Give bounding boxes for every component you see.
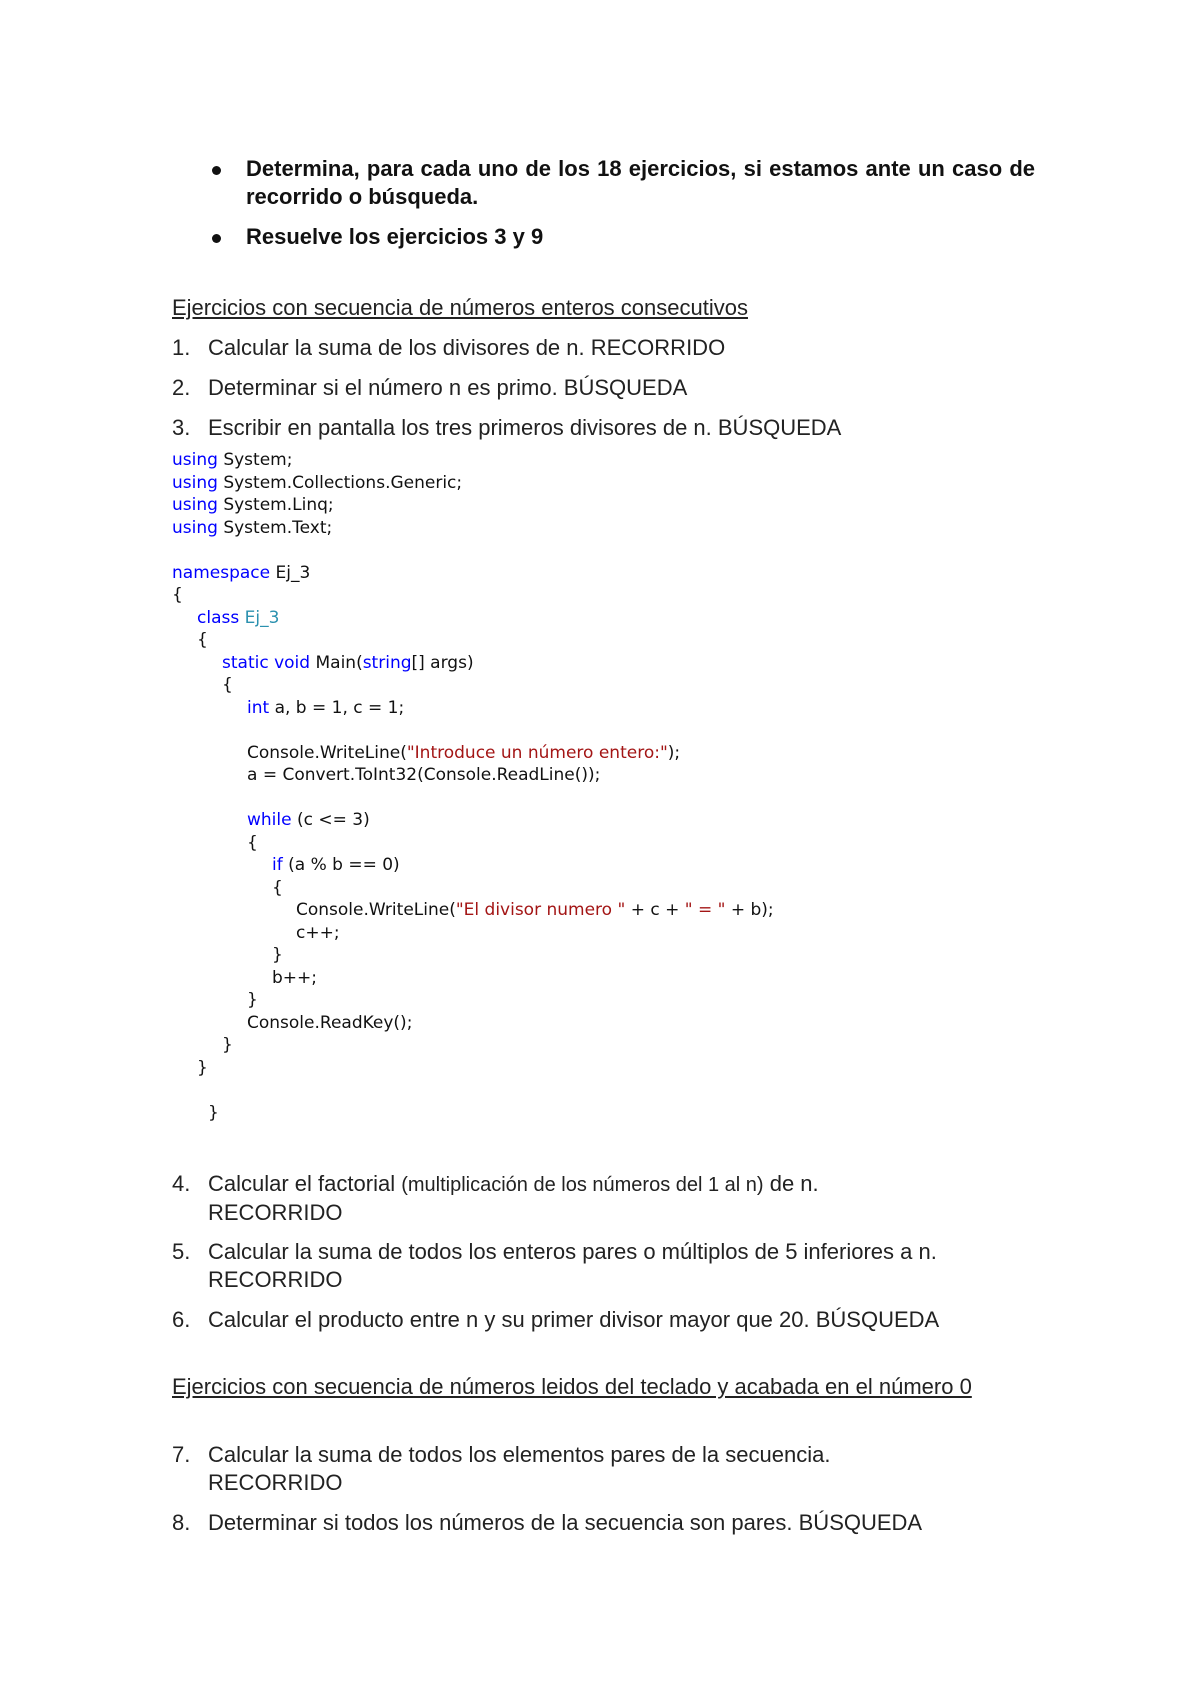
- exercise-text: Calcular la suma de todos los enteros pares o múltiplos de 5 inferiores a n.: [208, 1239, 937, 1264]
- code-line: {: [222, 675, 233, 695]
- code-line: {: [172, 585, 183, 605]
- exercise-item: [172, 374, 1042, 402]
- exercise-item: [172, 414, 1042, 442]
- exercise-number: 8.: [172, 1510, 191, 1535]
- exercise-number: 5.: [172, 1239, 191, 1264]
- code-line: Console.WriteLine("El divisor numero " + c + " = " + b);: [296, 900, 774, 920]
- code-line: using System;: [172, 450, 293, 470]
- section-heading: Ejercicios con secuencia de números enteros consecutivos: [172, 295, 748, 320]
- exercise-text-line2: RECORRIDO: [208, 1470, 343, 1495]
- exercise-number: 7.: [172, 1442, 191, 1467]
- exercise-text: Calcular la suma de los divisores de n. RECORRIDO: [208, 335, 726, 360]
- exercise-text: Determinar si todos los números de la secuencia son pares. BÚSQUEDA: [208, 1510, 923, 1535]
- exercise-text: Calcular el producto entre n y su primer divisor mayor que 20. BÚSQUEDA: [208, 1307, 940, 1332]
- exercise-number: 6.: [172, 1307, 191, 1332]
- code-line: using System.Text;: [172, 517, 333, 538]
- instruction-item: [200, 155, 1035, 211]
- exercise-text-line2: RECORRIDO: [208, 1267, 343, 1292]
- exercise-number: 1.: [172, 335, 191, 360]
- exercise-item: [172, 334, 1042, 362]
- code-line: if (a % b == 0): [272, 855, 400, 875]
- exercise-item: [172, 1170, 1042, 1227]
- code-line: }: [272, 945, 283, 965]
- instruction-text: Determina, para cada uno de los 18 ejercicios, si estamos ante un caso de recorrido o búsqueda.: [246, 156, 1035, 209]
- code-line: }: [197, 1057, 208, 1078]
- instruction-text: Resuelve los ejercicios 3 y 9: [246, 224, 544, 249]
- code-line: }: [247, 990, 258, 1010]
- exercise-text-line2: RECORRIDO: [208, 1200, 343, 1225]
- code-line: {: [197, 630, 208, 650]
- code-line: static void Main(string[] args): [222, 652, 474, 673]
- code-line: using System.Linq;: [172, 495, 334, 515]
- exercise-text: Determinar si el número n es primo. BÚSQUEDA: [208, 375, 688, 400]
- code-line: {: [272, 877, 283, 898]
- exercise-item: [172, 1306, 1042, 1334]
- code-line: }: [208, 1102, 219, 1123]
- code-line: Console.WriteLine("Introduce un número entero:");: [247, 742, 681, 763]
- code-line: class Ej_3: [197, 607, 280, 628]
- exercise-number: 2.: [172, 375, 191, 400]
- exercise-number: 3.: [172, 415, 191, 440]
- code-line: while (c <= 3): [247, 810, 370, 830]
- code-line: }: [222, 1035, 233, 1055]
- code-line: int a, b = 1, c = 1;: [247, 697, 405, 718]
- section-heading: Ejercicios con secuencia de números leidos del teclado y acabada en el número 0: [172, 1374, 972, 1399]
- exercise-item: [172, 1441, 1042, 1497]
- exercise-number: 4.: [172, 1171, 191, 1196]
- code-line: {: [247, 832, 258, 853]
- exercise-text: Calcular el factorial (multiplicación de los números del 1 al n) de n.: [208, 1171, 819, 1196]
- code-line: b++;: [272, 967, 318, 988]
- bullet-icon: [212, 234, 221, 243]
- instruction-item: [200, 223, 1035, 251]
- code-line: Console.ReadKey();: [247, 1012, 413, 1033]
- instructions-list: [200, 155, 1035, 263]
- code-line: namespace Ej_3: [172, 562, 311, 583]
- exercise-item: [172, 1509, 1042, 1537]
- code-line: a = Convert.ToInt32(Console.ReadLine());: [247, 765, 601, 785]
- code-line: c++;: [296, 922, 340, 943]
- exercise-item: [172, 1238, 1042, 1294]
- bullet-icon: [212, 166, 221, 175]
- exercise-text: Calcular la suma de todos los elementos pares de la secuencia.: [208, 1442, 831, 1467]
- exercise-text: Escribir en pantalla los tres primeros divisores de n. BÚSQUEDA: [208, 415, 842, 440]
- code-line: using System.Collections.Generic;: [172, 472, 463, 493]
